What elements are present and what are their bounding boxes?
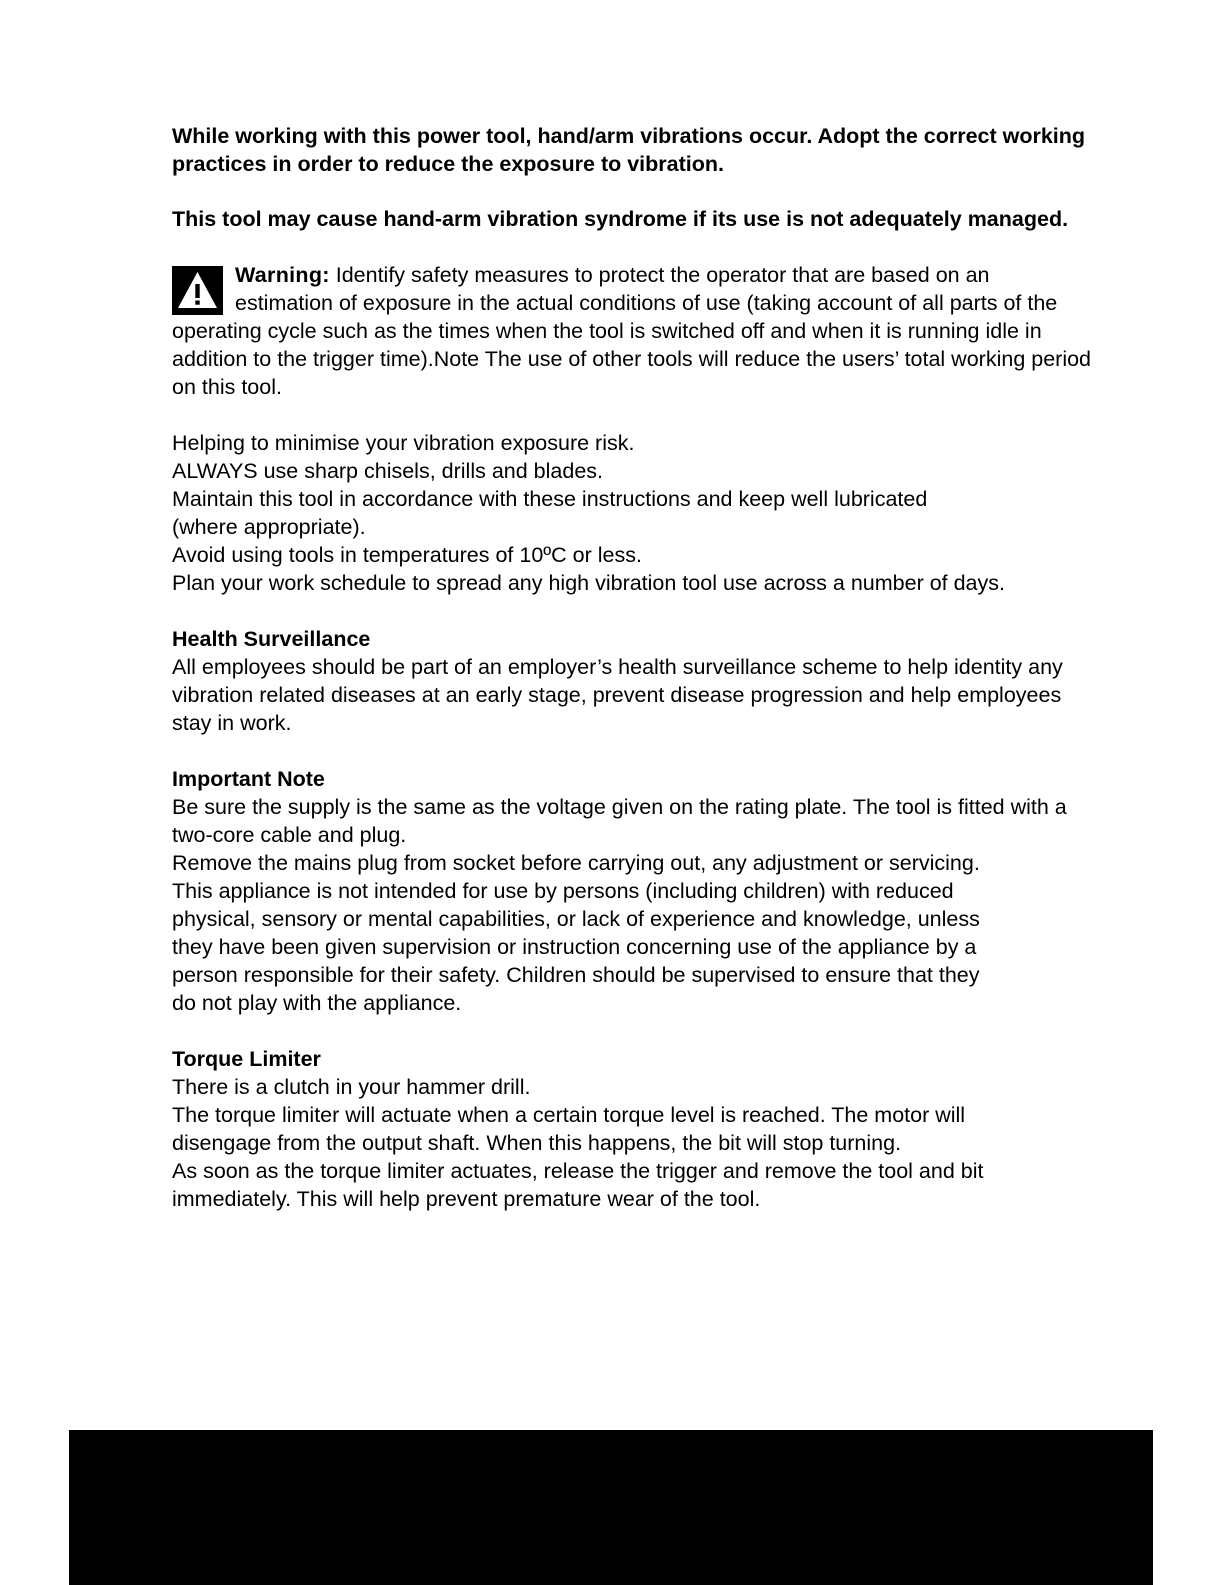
torque-line: There is a clutch in your hammer drill. (172, 1075, 531, 1099)
minimise-line: ALWAYS use sharp chisels, drills and blades. (172, 459, 603, 483)
vibration-notice: While working with this power tool, hand/arm vibrations occur. Adopt the correct working practices in order to reduce the exposure to vibration. (172, 124, 1086, 176)
important-line: Remove the mains plug from socket before carrying out, any adjustment or servicing. (172, 851, 980, 875)
footer-bar (69, 1430, 1153, 1585)
health-text: All employees should be part of an employer’s health surveillance scheme to help identity any vibration related diseases at an early stage, prevent disease progression and help employees stay in work. (172, 655, 1063, 735)
warning-triangle-icon (172, 266, 223, 315)
torque-line: The torque limiter will actuate when a certain torque level is reached. The motor will disengage from the output shaft. When this happens, the bit will stop turning. (172, 1103, 966, 1155)
minimise-line: Plan your work schedule to spread any high vibration tool use across a number of days. (172, 571, 1005, 595)
health-section (172, 625, 1092, 737)
minimise-section (172, 429, 1092, 597)
minimise-line: Maintain this tool in accordance with these instructions and keep well lubricated (where appropriate). (172, 487, 928, 539)
important-section (172, 765, 1092, 1017)
torque-line: As soon as the torque limiter actuates, release the trigger and remove the tool and bit immediately. This will help prevent premature wear of the tool. (172, 1159, 984, 1211)
warning-text: Identify safety measures to protect the operator that are based on an estimation of exposure in the actual conditions of use (taking account of all parts of the operating cycle such as the times when the tool is switched off and when it is running idle in addition to the trigger time).Note The use of other tools will reduce the users’ total working period on this tool. (172, 263, 1092, 399)
warning-block (172, 261, 1092, 401)
health-title: Health Surveillance (172, 627, 371, 651)
minimise-line: Avoid using tools in temperatures of 10ºC or less. (172, 543, 642, 567)
page-content (172, 122, 1092, 1241)
minimise-line: Helping to minimise your vibration exposure risk. (172, 431, 635, 455)
syndrome-notice: This tool may cause hand-arm vibration syndrome if its use is not adequately managed. (172, 207, 1069, 231)
torque-section (172, 1045, 1092, 1213)
important-line: This appliance is not intended for use by persons (including children) with reduced physical, sensory or mental capabilities, or lack of experience and knowledge, unless they have been given supervision or instruction concerning use of the appliance by a person responsible for their safety. Children should be supervised to ensure that they do not play with the appliance. (172, 879, 980, 1015)
important-title: Important Note (172, 767, 325, 791)
important-line: Be sure the supply is the same as the voltage given on the rating plate. The tool is fitted with a two-core cable and plug. (172, 795, 1067, 847)
torque-title: Torque Limiter (172, 1047, 321, 1071)
warning-label: Warning: (235, 263, 330, 287)
